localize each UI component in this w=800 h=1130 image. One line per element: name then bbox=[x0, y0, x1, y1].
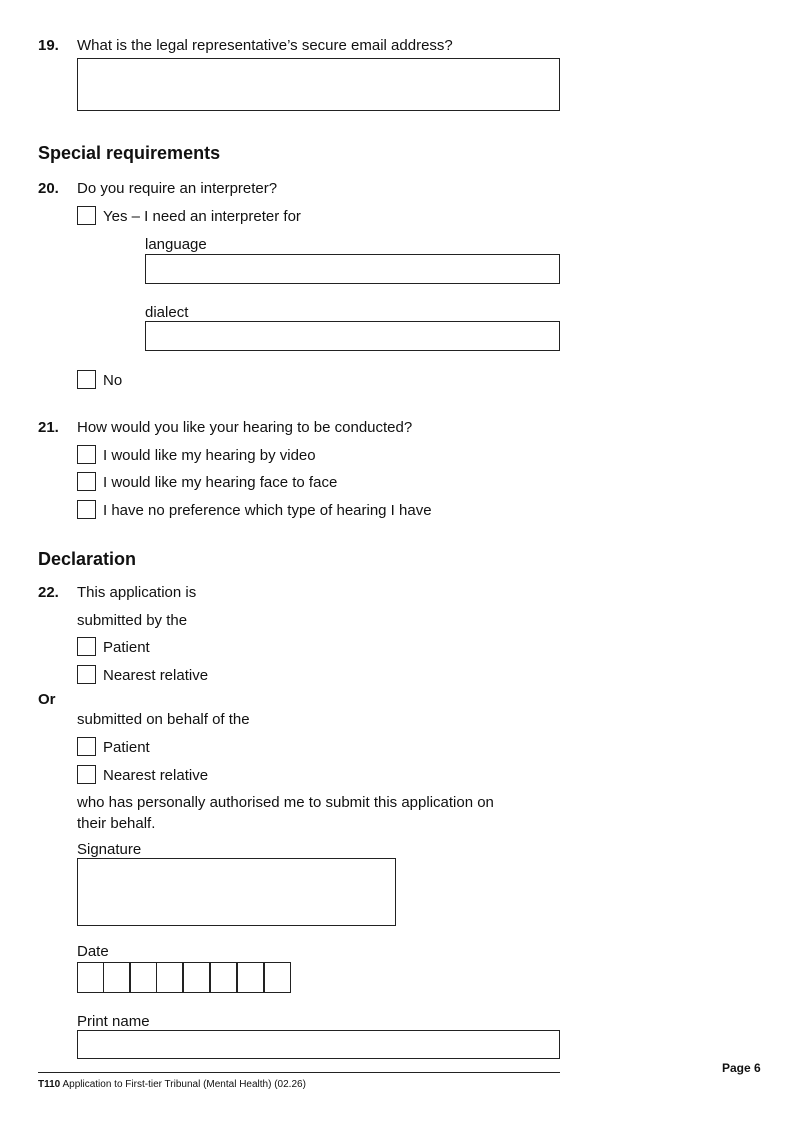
question-19-text: What is the legal representative’s secure email address? bbox=[77, 37, 453, 54]
submitted-by-patient-checkbox[interactable] bbox=[77, 637, 96, 656]
hearing-face-to-face-label: I would like my hearing face to face bbox=[103, 474, 338, 491]
print-name-field[interactable] bbox=[77, 1030, 560, 1059]
footer-divider bbox=[38, 1072, 560, 1073]
interpreter-no-label: No bbox=[103, 372, 123, 389]
footer-form-title: Application to First-tier Tribunal (Mental Health) (02.26) bbox=[60, 1079, 306, 1090]
date-digit-4[interactable] bbox=[156, 962, 183, 993]
date-digit-1[interactable] bbox=[77, 962, 104, 993]
question-21-text: How would you like your hearing to be conducted? bbox=[77, 419, 413, 436]
hearing-video-checkbox[interactable] bbox=[77, 445, 96, 464]
hearing-no-preference-label: I have no preference which type of hearing I have bbox=[103, 502, 432, 519]
hearing-face-to-face-checkbox[interactable] bbox=[77, 472, 96, 491]
print-name-label: Print name bbox=[77, 1013, 150, 1030]
page-number: Page 6 bbox=[722, 1061, 761, 1075]
question-22-line1: This application is bbox=[77, 584, 197, 601]
legal-rep-email-field[interactable] bbox=[77, 58, 560, 111]
authorised-line1: who has personally authorised me to submit this application on bbox=[77, 794, 494, 811]
question-19-number: 19. bbox=[38, 37, 59, 54]
authorised-line2: their behalf. bbox=[77, 815, 156, 832]
special-requirements-heading: Special requirements bbox=[38, 143, 221, 163]
date-digit-2[interactable] bbox=[103, 962, 130, 993]
submitted-by-nearest-relative-checkbox[interactable] bbox=[77, 665, 96, 684]
date-digit-6[interactable] bbox=[210, 962, 237, 993]
hearing-no-preference-checkbox[interactable] bbox=[77, 500, 96, 519]
question-20-number: 20. bbox=[38, 180, 59, 197]
interpreter-yes-checkbox[interactable] bbox=[77, 206, 96, 225]
date-field[interactable] bbox=[77, 962, 291, 993]
question-22-line2: submitted by the bbox=[77, 612, 188, 629]
submitted-by-nearest-relative-label: Nearest relative bbox=[103, 667, 209, 684]
date-digit-3[interactable] bbox=[130, 962, 157, 993]
behalf-patient-label: Patient bbox=[103, 739, 150, 756]
behalf-nearest-relative-checkbox[interactable] bbox=[77, 765, 96, 784]
or-label: Or bbox=[38, 691, 56, 708]
behalf-line: submitted on behalf of the bbox=[77, 711, 250, 728]
date-label: Date bbox=[77, 943, 109, 960]
behalf-nearest-relative-label: Nearest relative bbox=[103, 767, 209, 784]
question-22-number: 22. bbox=[38, 584, 59, 601]
footer-form-info bbox=[38, 1079, 306, 1090]
signature-field[interactable] bbox=[77, 858, 396, 926]
declaration-heading: Declaration bbox=[38, 549, 137, 569]
date-digit-5[interactable] bbox=[183, 962, 210, 993]
language-field[interactable] bbox=[145, 254, 560, 284]
behalf-patient-checkbox[interactable] bbox=[77, 737, 96, 756]
dialect-label: dialect bbox=[145, 304, 189, 321]
question-21-number: 21. bbox=[38, 419, 59, 436]
hearing-video-label: I would like my hearing by video bbox=[103, 447, 316, 464]
dialect-field[interactable] bbox=[145, 321, 560, 351]
footer-form-code: T110 bbox=[38, 1079, 61, 1090]
interpreter-yes-label: Yes – I need an interpreter for bbox=[103, 208, 301, 225]
date-digit-8[interactable] bbox=[264, 962, 291, 993]
signature-label: Signature bbox=[77, 841, 142, 858]
language-label: language bbox=[145, 236, 207, 253]
question-20-text: Do you require an interpreter? bbox=[77, 180, 278, 197]
date-digit-7[interactable] bbox=[237, 962, 264, 993]
submitted-by-patient-label: Patient bbox=[103, 639, 150, 656]
interpreter-no-checkbox[interactable] bbox=[77, 370, 96, 389]
